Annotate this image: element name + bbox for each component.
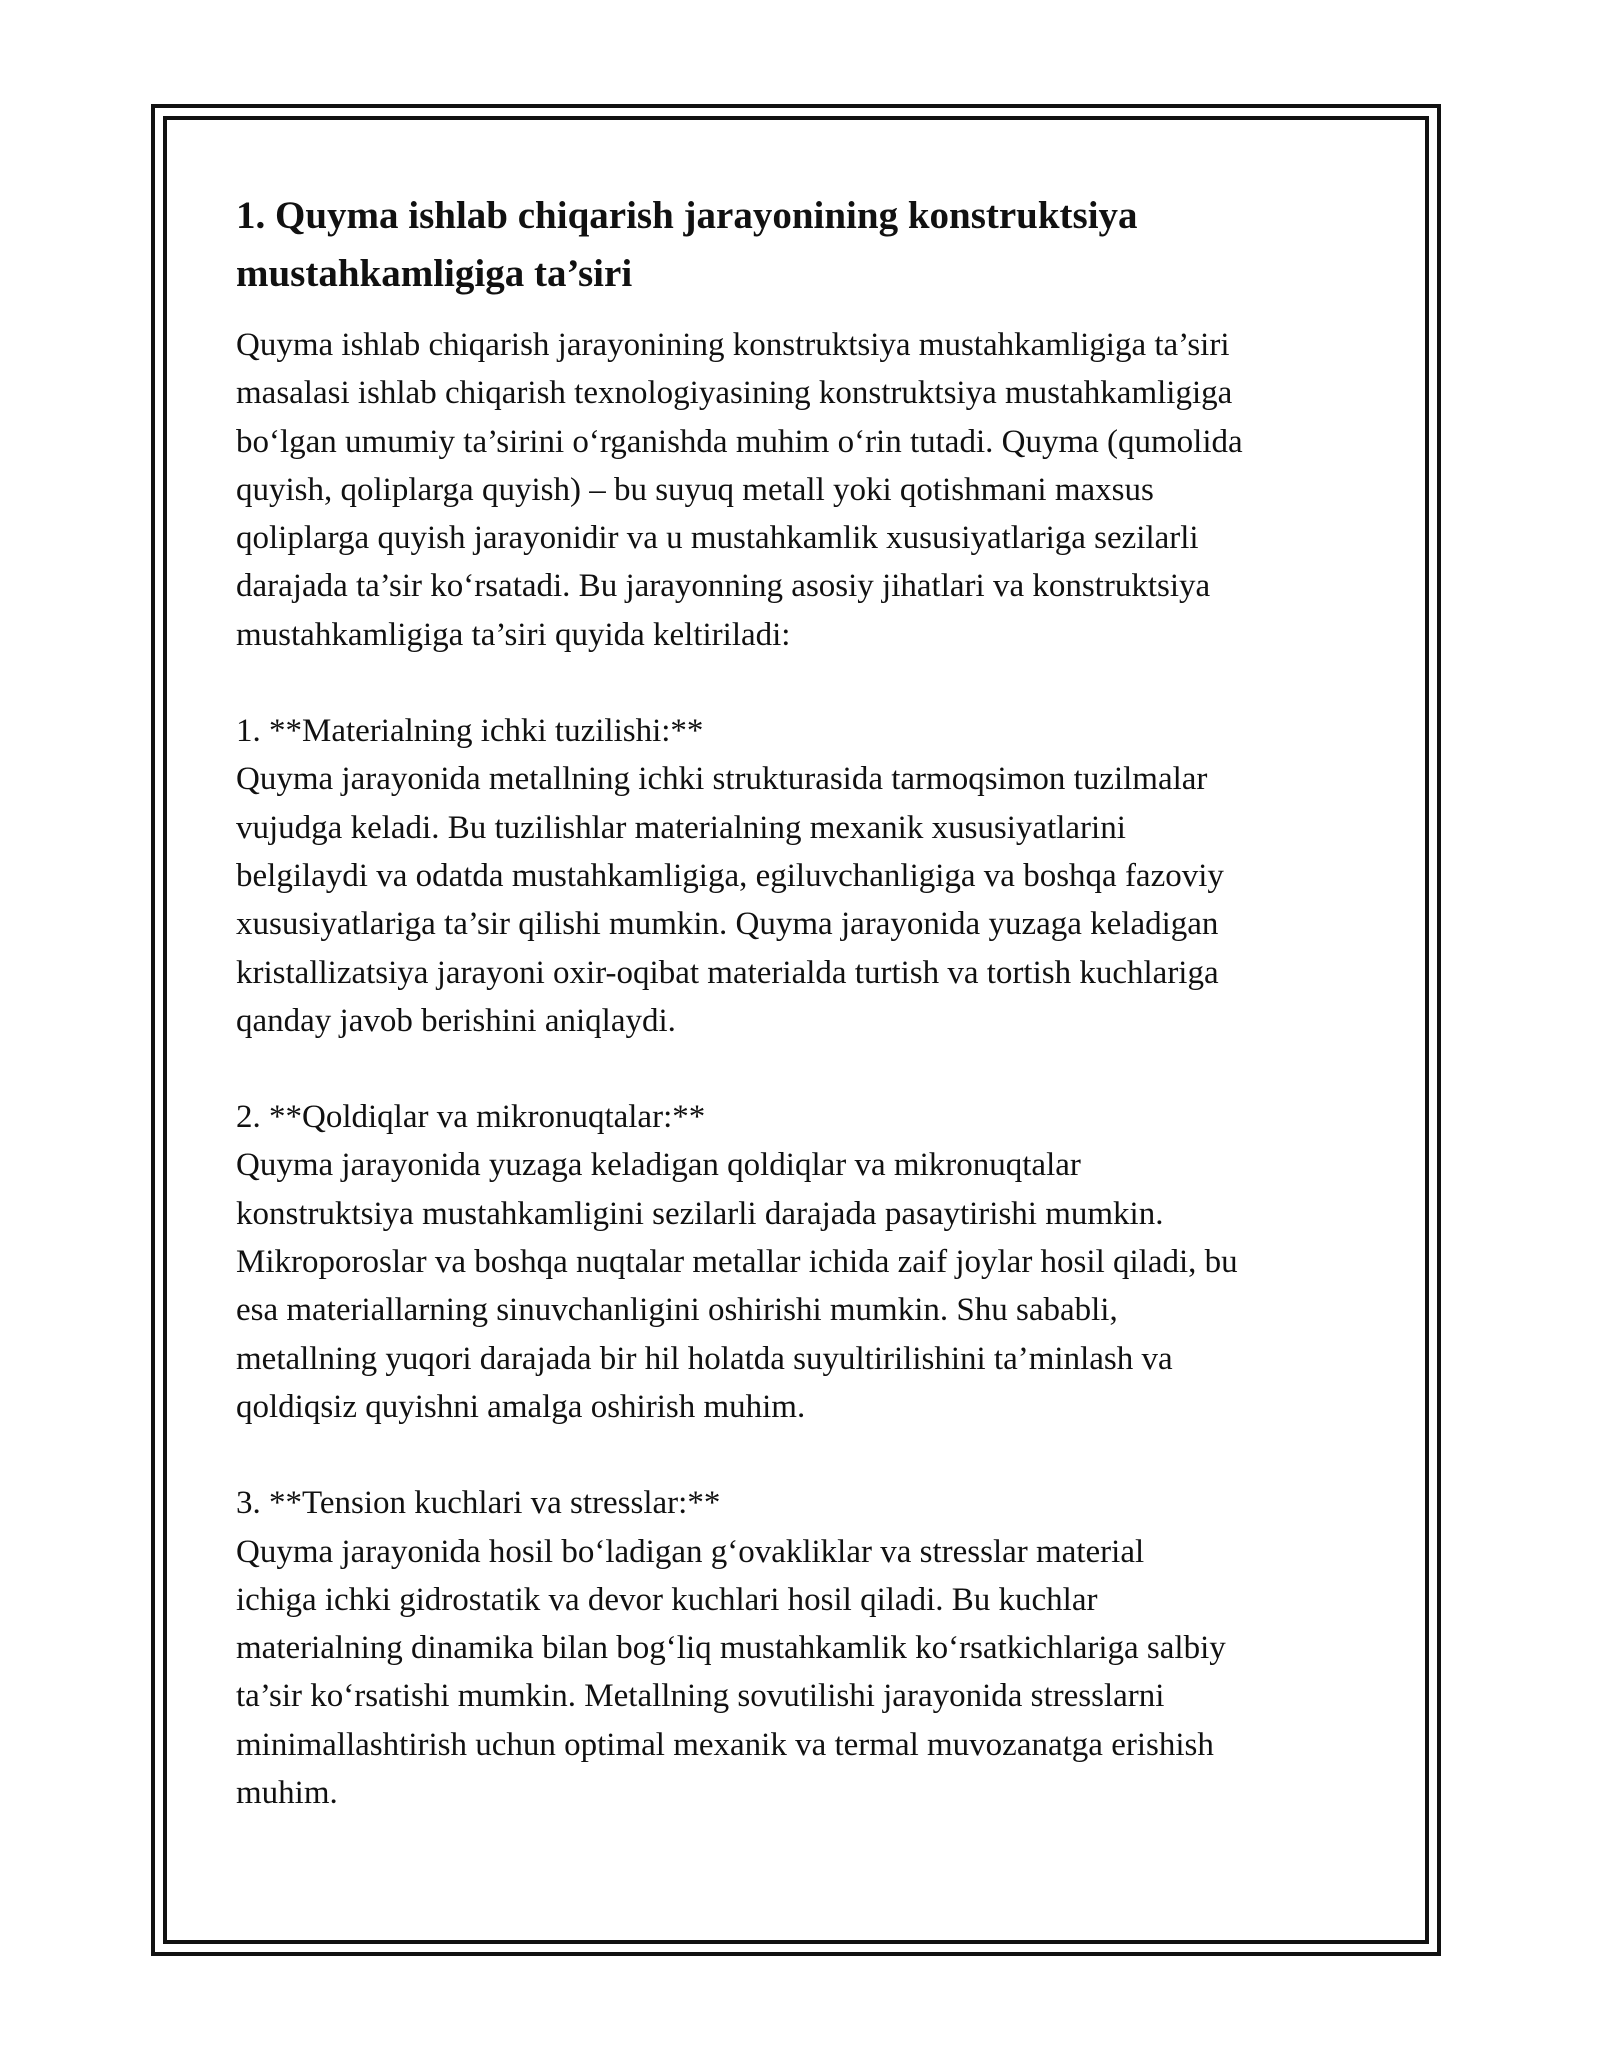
- paragraph-gap: [236, 1431, 1356, 1479]
- list-item-title: 3. **Tension kuchlari va stresslar:**: [236, 1485, 721, 1522]
- list-item-body: Quyma jarayonida hosil bo‘ladigan g‘ovakliklar va stresslar material ichiga ichki gidrostatik va devor kuchlari hosil qiladi. Bu kuchlar materialning dinamika bilan bog‘liq mustahkamlik ko‘rsatkichlariga salbiy ta’sir ko‘rsatishi mumkin. Metallning sovutilishi jarayonida stresslarni minimallashtirish uchun optimal mexanik va termal muvozanatga erishish muhim.: [236, 1533, 1226, 1812]
- list-item: [236, 1093, 1356, 1431]
- list-item: [236, 707, 1356, 1045]
- list-item: [236, 1479, 1356, 1817]
- list-item-title: 2. **Qoldiqlar va mikronuqtalar:**: [236, 1099, 706, 1136]
- list-item-body: Quyma jarayonida yuzaga keladigan qoldiqlar va mikronuqtalar konstruktsiya mustahkamligini sezilarli darajada pasaytirishi mumkin. Mikroporoslar va boshqa nuqtalar metallar ichida zaif joylar hosil qiladi, bu esa materiallarning sinuvchanligini oshirishi mumkin. Shu sababli, metallning yuqori darajada bir hil holatda suyultirilishini ta’minlash va qoldiqsiz quyishni amalga oshirish muhim.: [236, 1147, 1238, 1425]
- intro-paragraph: Quyma ishlab chiqarish jarayonining konstruktsiya mustahkamligiga ta’siri masalasi ishlab chiqarish texnologiyasining konstruktsiya mustahkamligiga bo‘lgan umumiy ta’sirini o‘rganishda muhim o‘rin tutadi. Quyma (qumolida quyish, qoliplarga quyish) – bu suyuq metall yoki qotishmani maxsus qoliplarga quyish jarayonidir va u mustahkamlik xususiyatlariga sezilarli darajada ta’sir ko‘rsatadi. Bu jarayonning asosiy jihatlari va konstruktsiya mustahkamligiga ta’siri quyida keltiriladi:: [236, 327, 1243, 653]
- list-item-body: Quyma jarayonida metallning ichki strukturasida tarmoqsimon tuzilmalar vujudga keladi. Bu tuzilishlar materialning mexanik xususiyatlarini belgilaydi va odatda mustahkamligiga, egiluvchanligiga va boshqa fazoviy xususiyatlariga ta’sir qilishi mumkin. Quyma jarayonida yuzaga keladigan kristallizatsiya jarayoni oxir-oqibat materialda turtish va tortish kuchlariga qanday javob berishini aniqlaydi.: [236, 761, 1224, 1039]
- paragraph-gap: [236, 1045, 1356, 1093]
- section-heading: 1. Quyma ishlab chiqarish jarayonining konstruktsiya mustahkamligiga ta’siri: [236, 194, 1138, 295]
- list-item-title: 1. **Materialning ichki tuzilishi:**: [236, 713, 704, 750]
- document-content: [236, 187, 1356, 1817]
- paragraph-gap: [236, 659, 1356, 707]
